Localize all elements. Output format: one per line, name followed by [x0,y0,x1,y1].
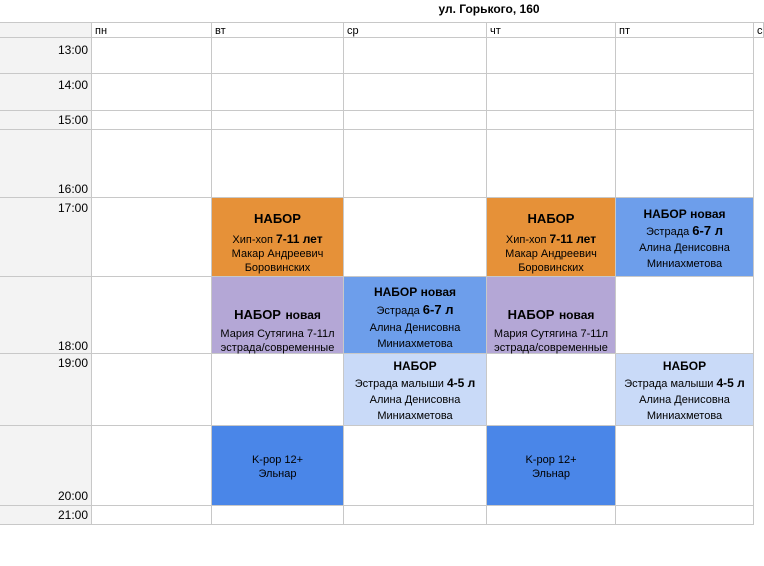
time-cell-19[interactable]: 19:00 [0,354,92,426]
day-header-wed[interactable]: ср [344,22,487,38]
day-header-mon[interactable]: пн [92,22,212,38]
class-line1: Мария Сутягина 7-11л [493,328,609,340]
class-line2: эстрада/современные [220,342,335,354]
grid-cell[interactable] [212,130,344,198]
class-teacher-line1: Макар Андреевич [231,248,324,260]
time-cell-21[interactable]: 21:00 [0,506,92,525]
class-title: НАБОР новая [507,307,595,322]
grid-cell[interactable] [487,506,616,525]
grid-cell[interactable] [616,506,754,525]
grid-cell[interactable] [92,198,212,277]
class-block-thu-kpop[interactable] [487,426,616,506]
grid-cell[interactable] [344,111,487,130]
class-title: НАБОР [393,359,437,373]
class-line2: Эльнар [258,468,297,480]
class-title: НАБОР [662,359,707,373]
time-cell-18[interactable]: 18:00 [0,277,92,354]
class-teacher-line1: Алина Денисовна [639,242,730,254]
class-block-thu-estrada-modern[interactable] [487,277,616,354]
class-block-thu-hiphop[interactable] [487,198,616,277]
time-cell-13[interactable]: 13:00 [0,38,92,74]
class-title: НАБОР новая [643,207,726,221]
grid-cell[interactable] [616,74,754,111]
class-block-tue-kpop[interactable] [212,426,344,506]
grid-cell[interactable] [616,130,754,198]
class-teacher-line2: Боровинских [244,262,311,274]
grid-cell[interactable] [487,111,616,130]
grid-cell[interactable] [616,426,754,506]
grid-cell[interactable] [92,426,212,506]
grid-cell[interactable] [487,130,616,198]
class-teacher-line2: Боровинских [518,262,584,274]
class-title: НАБОР новая [373,285,457,299]
corner-header-cell[interactable] [0,22,92,38]
grid-cell[interactable] [344,426,487,506]
class-block-wed-estrada[interactable] [344,277,487,354]
grid-cell[interactable] [344,198,487,277]
class-line1: K-pop 12+ [525,454,577,466]
grid-cell[interactable] [212,74,344,111]
grid-cell[interactable] [487,38,616,74]
class-style-line: Хип-хоп 7-11 лет [505,232,597,246]
class-title: НАБОР новая [234,307,321,322]
class-style-line: Хип-хоп 7-11 лет [232,232,323,246]
class-title: НАБОР [254,211,301,226]
class-block-fri-estrada[interactable] [616,198,754,277]
class-teacher-line2: Миниахметова [377,338,453,350]
class-teacher-line2: Миниахметова [646,258,723,270]
class-teacher-line1: Алина Денисовна [369,394,461,406]
time-cell-16[interactable]: 16:00 [0,130,92,198]
grid-cell[interactable] [212,354,344,426]
grid-cell[interactable] [212,111,344,130]
grid-cell[interactable] [616,111,754,130]
class-line2: эстрада/современные [494,342,608,354]
grid-cell[interactable] [92,74,212,111]
grid-cell[interactable] [344,506,487,525]
grid-cell[interactable] [92,38,212,74]
class-block-tue-estrada-modern[interactable] [212,277,344,354]
class-block-tue-hiphop[interactable] [212,198,344,277]
class-teacher-line2: Миниахметова [377,410,453,422]
class-teacher-line1: Алина Денисовна [369,322,461,334]
class-title: НАБОР [527,211,575,226]
grid-cell[interactable] [344,74,487,111]
class-teacher-line1: Алина Денисовна [639,394,730,406]
day-header-fri[interactable]: пт [616,22,754,38]
grid-cell[interactable] [92,277,212,354]
grid-cell[interactable] [616,277,754,354]
day-header-tue[interactable]: вт [212,22,344,38]
grid-cell[interactable] [92,111,212,130]
sheet-title: ул. Горького, 160 [438,2,540,16]
time-cell-14[interactable]: 14:00 [0,74,92,111]
time-cell-17[interactable]: 17:00 [0,198,92,277]
grid-cell[interactable] [92,506,212,525]
grid-cell[interactable] [344,38,487,74]
class-teacher-line2: Миниахметова [646,410,723,422]
grid-cell[interactable] [487,74,616,111]
class-teacher-line1: Макар Андреевич [505,248,597,260]
day-header-sat[interactable]: с [754,22,764,38]
grid-cell[interactable] [92,130,212,198]
time-cell-15[interactable]: 15:00 [0,111,92,130]
class-style-line: Эстрада 6-7 л [376,302,454,317]
class-line1: Мария Сутягина 7-11л [220,328,335,340]
class-style-line: Эстрада малыши 4-5 л [354,376,476,390]
grid-cell[interactable] [487,354,616,426]
grid-cell[interactable] [92,354,212,426]
class-style-line: Эстрада малыши 4-5 л [624,376,745,390]
day-header-thu[interactable]: чт [487,22,616,38]
grid-cell[interactable] [616,38,754,74]
grid-cell[interactable] [344,130,487,198]
class-line2: Эльнар [531,468,570,480]
class-line1: K-pop 12+ [251,454,304,466]
class-block-fri-kids[interactable] [616,354,754,426]
grid-cell[interactable] [212,38,344,74]
class-style-line: Эстрада 6-7 л [646,223,723,238]
grid-cell[interactable] [212,506,344,525]
class-block-wed-kids[interactable] [344,354,487,426]
time-cell-20[interactable]: 20:00 [0,426,92,506]
